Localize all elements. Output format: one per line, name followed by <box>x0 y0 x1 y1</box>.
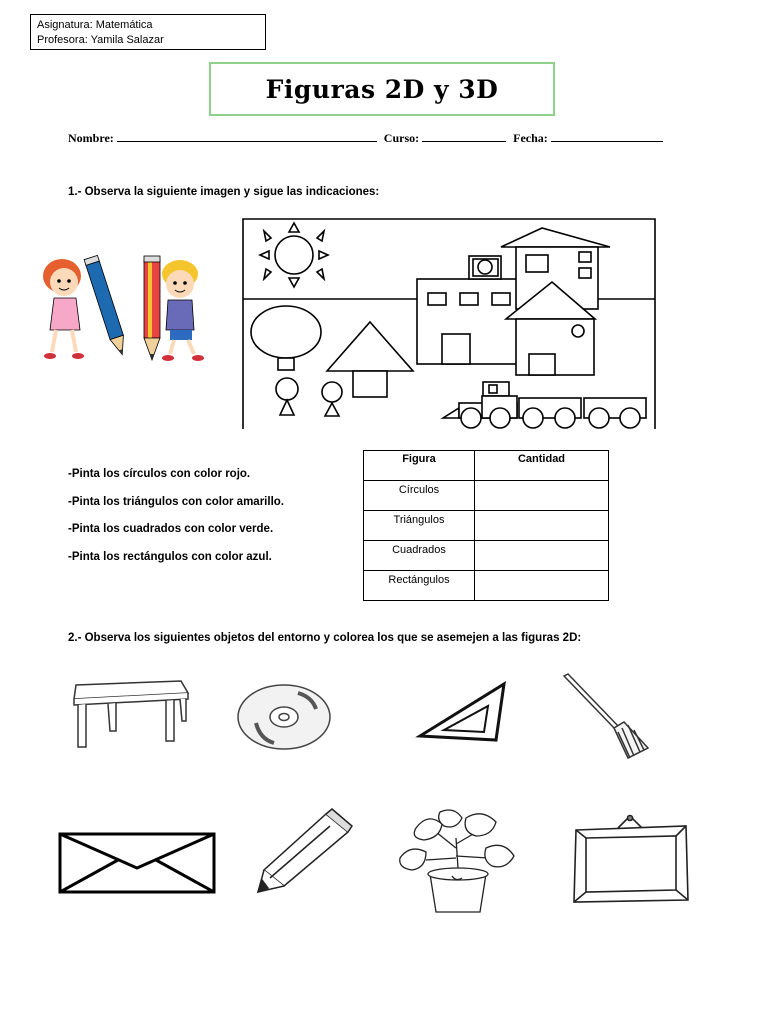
row-label-circles: Círculos <box>364 481 475 511</box>
table-row <box>364 541 609 571</box>
answer-squares[interactable] <box>475 541 609 571</box>
pencil-drawing[interactable] <box>256 810 352 896</box>
instruction-green: -Pinta los cuadrados con color verde. <box>68 523 274 535</box>
question-2: 2.- Observa los siguientes objetos del entorno y colorea los que se asemejen a las figuras 2D: <box>68 632 582 644</box>
question-1: 1.- Observa la siguiente imagen y sigue las indicaciones: <box>68 186 380 198</box>
title-box <box>209 62 555 116</box>
row-label-squares: Cuadrados <box>364 541 475 571</box>
name-label: Nombre: <box>68 131 114 145</box>
instruction-blue: -Pinta los rectángulos con color azul. <box>68 551 272 563</box>
row-label-rectangles: Rectángulos <box>364 571 475 601</box>
cd-drawing[interactable] <box>236 683 334 753</box>
picture-frame-drawing[interactable] <box>572 812 690 904</box>
date-blank[interactable] <box>551 131 663 142</box>
subject-label: Asignatura: Matemática <box>37 19 153 31</box>
course-label: Curso: <box>383 131 420 145</box>
count-table <box>363 450 609 601</box>
envelope-drawing[interactable] <box>58 832 216 894</box>
answer-circles[interactable] <box>475 481 609 511</box>
shapes-picture <box>242 218 658 430</box>
name-blank[interactable] <box>117 131 377 142</box>
course-blank[interactable] <box>422 131 506 142</box>
instruction-red: -Pinta los círculos con color rojo. <box>68 468 251 480</box>
student-fields <box>68 131 667 146</box>
table-row <box>364 511 609 541</box>
instruction-yellow: -Pinta los triángulos con color amarillo. <box>68 496 284 508</box>
sun-shape <box>260 223 328 287</box>
table-row <box>364 481 609 511</box>
table-header-row <box>364 451 609 481</box>
plant-drawing[interactable] <box>396 808 520 918</box>
set-square-drawing[interactable] <box>416 680 508 744</box>
table-drawing[interactable] <box>66 675 194 759</box>
broom-drawing[interactable] <box>558 672 654 760</box>
teacher-label: Profesora: Yamila Salazar <box>37 34 164 46</box>
table-row <box>364 571 609 601</box>
header-info-box <box>30 14 266 50</box>
row-label-triangles: Triángulos <box>364 511 475 541</box>
answer-triangles[interactable] <box>475 511 609 541</box>
kids-pencils-illustration <box>40 252 210 372</box>
answer-rectangles[interactable] <box>475 571 609 601</box>
page-title: Figuras 2D y 3D <box>265 74 499 104</box>
date-label: Fecha: <box>513 131 548 145</box>
header-figure: Figura <box>364 451 475 481</box>
header-quantity: Cantidad <box>475 451 609 481</box>
